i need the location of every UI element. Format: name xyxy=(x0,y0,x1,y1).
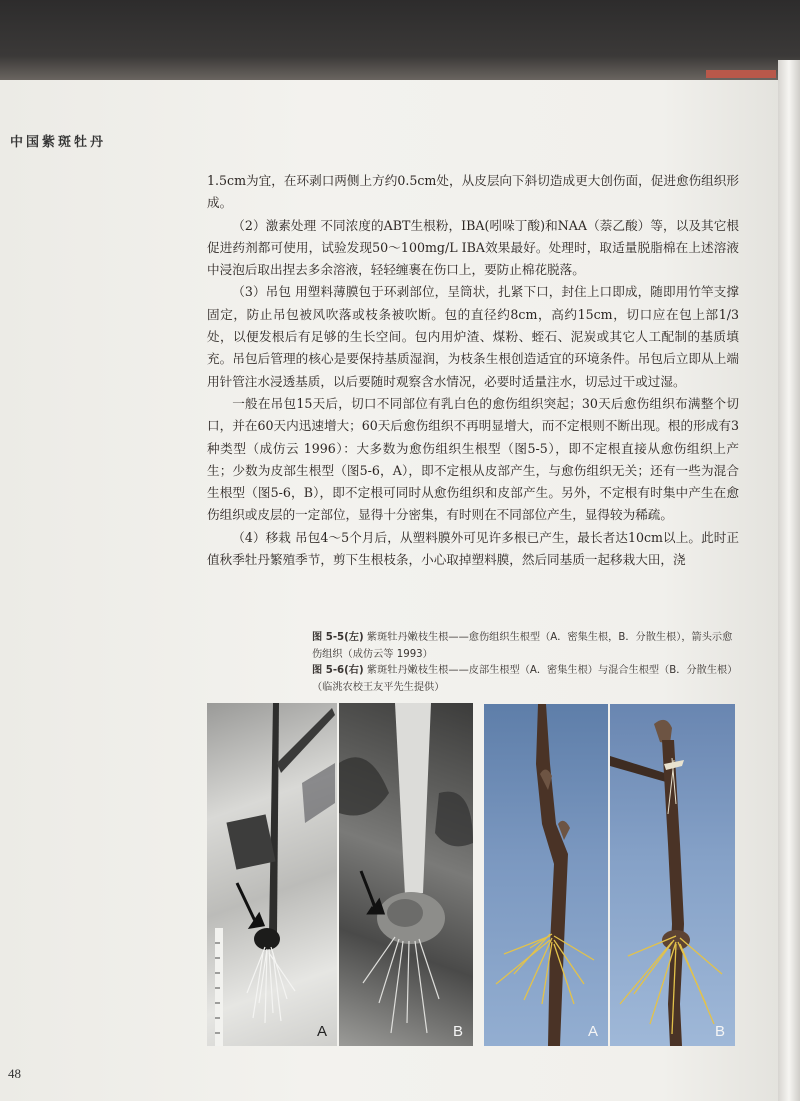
photo-5-6-b xyxy=(610,704,735,1046)
photo-5-6-b-illustration xyxy=(610,704,735,1046)
caption-fig-5-6 xyxy=(312,663,742,696)
caption-fig-5-5 xyxy=(312,630,742,663)
running-head: 中国紫斑牡丹 xyxy=(10,135,107,150)
caption-fig-5-5-label: 图 5-5(左) xyxy=(312,632,364,643)
book-cover-edge-strip xyxy=(706,70,776,78)
figure-caption xyxy=(312,630,742,696)
paragraph-4: 一般在吊包15天后，切口不同部位有乳白色的愈伤组织突起；30天后愈伤组织布满整个切口，并在60天内迅速增大；60天后愈伤组织不再明显增大，而不定根则不断出现。根的形成有3种类型（成仿云 1996）：大多数为愈伤组织生根型（图5-5），即不定根直接从愈伤组织上产生；少数为皮部生根型（图5-6，A），即不定根从皮部产生，与愈伤组织无关；还有一些为混合生根型（图5-6，B），即不定根可同时从愈伤组织和皮部产生。另外，不定根有时集中产生在愈伤组织或皮层的一定部位，显得十分密集，有时则在不同部位产生，显得较为稀疏。 xyxy=(207,395,739,523)
photo-5-6-a-label: A xyxy=(587,1023,598,1040)
caption-fig-5-6-text: 紫斑牡丹嫩枝生根——皮部生根型（A．密集生根）与混合生根型（B．分散生根）（临洮农校王友平先生提供） xyxy=(312,665,738,693)
paragraph-1: 1.5cm为宜，在环剥口两侧上方约0.5cm处，从皮层向下斜切造成更大创伤面，促进愈伤组织形成。 xyxy=(207,173,739,211)
book-top-edge xyxy=(0,0,800,80)
photo-5-6-b-label: B xyxy=(714,1023,725,1040)
page-number: 48 xyxy=(8,1066,21,1081)
caption-fig-5-5-text: 紫斑牡丹嫩枝生根——愈伤组织生根型（A．密集生根，B．分散生根），箭头示愈伤组织（成仿云等 1993） xyxy=(312,632,733,660)
photo-5-6-a-illustration xyxy=(484,704,608,1046)
page-fold-edge xyxy=(778,60,800,1101)
paragraph-2: （2）激素处理 不同浓度的ABT生根粉，IBA(吲哚丁酸)和NAA（萘乙酸）等，以及其它根促进药剂都可使用，试验发现50～100mg/L IBA效果最好。处理时，取适量脱脂棉在上述溶液中浸泡后取出捏去多余溶液，轻轻缠裹在伤口上，要防止棉花脱落。 xyxy=(207,217,739,278)
paragraph-3: （3）吊包 用塑料薄膜包于环剥部位，呈筒状，扎紧下口，封住上口即成，随即用竹竿支撑固定，防止吊包被风吹落或枝条被吹断。包的直径约8cm，高约15cm，切口应在包上部1/3处，以便发根后有足够的生长空间。包内用炉渣、煤粉、蛭石、泥炭或其它人工配制的基质填充。吊包后管理的核心是要保持基质湿润，为枝条生根创造适宜的环境条件。吊包后立即从上端用针管注水浸透基质，以后要随时观察含水情况，必要时适量注水，切忌过干或过湿。 xyxy=(207,284,739,389)
photo-5-5-b xyxy=(339,703,473,1046)
body-text xyxy=(207,170,739,571)
photo-5-5-b-illustration xyxy=(339,703,473,1046)
photo-5-5-a-illustration xyxy=(207,703,337,1046)
photo-5-5-a-label: A xyxy=(316,1023,327,1040)
photo-5-6-a xyxy=(484,704,608,1046)
caption-fig-5-6-label: 图 5-6(右) xyxy=(312,665,364,676)
photo-5-5-a xyxy=(207,703,337,1046)
paragraph-5: （4）移栽 吊包4～5个月后，从塑料膜外可见许多根已产生，最长者达10cm以上。此时正值秋季牡丹繁殖季节，剪下生根枝条，小心取掉塑料膜，然后同基质一起移栽大田，浇 xyxy=(207,529,739,568)
photo-5-5-b-label: B xyxy=(452,1023,463,1040)
